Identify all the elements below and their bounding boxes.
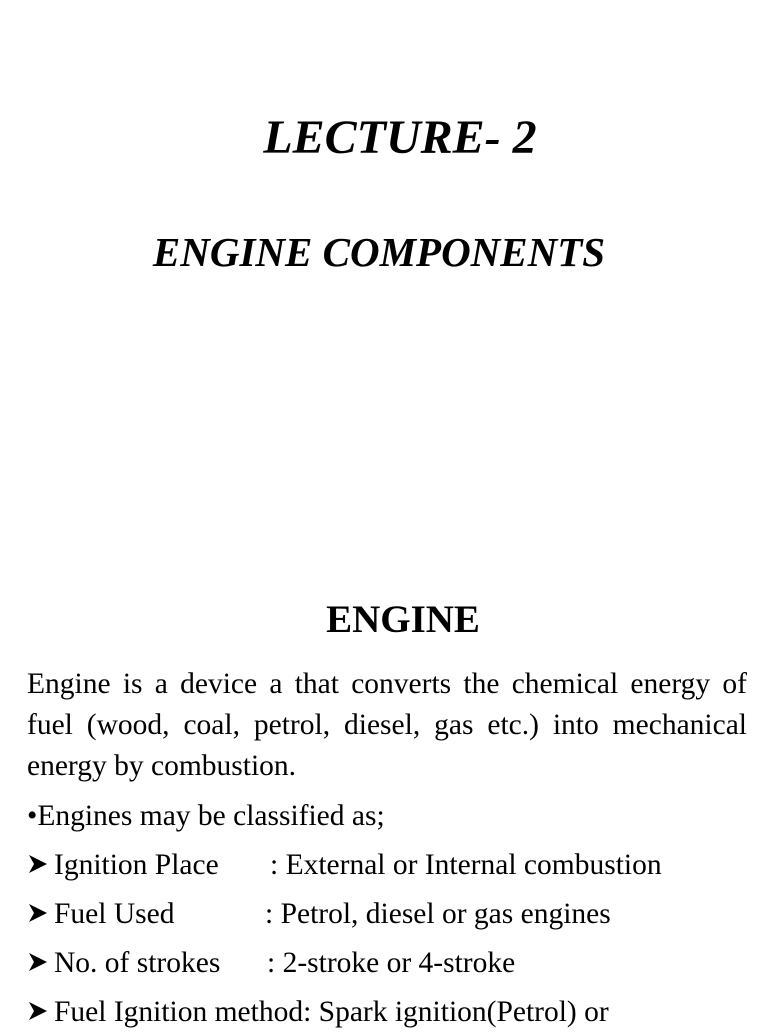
- classification-label: Fuel Used: [54, 898, 175, 930]
- arrowhead-bullet-icon: [27, 902, 54, 924]
- arrowhead-bullet-icon: [27, 853, 54, 875]
- lecture-title: LECTURE- 2: [263, 111, 537, 164]
- classification-intro: •Engines may be classified as;: [27, 800, 385, 832]
- arrowhead-bullet-icon: [27, 951, 54, 973]
- arrowhead-bullet-icon: [27, 1000, 54, 1022]
- classification-value: : External or Internal combustion: [270, 849, 662, 881]
- engine-definition: Engine is a device a that converts the chemical energy of fuel (wood, coal, petrol, diesel, gas etc.) into mechanical energy by combustion.: [27, 668, 747, 782]
- classification-label: Fuel Ignition method: Spark ignition(Petrol) or: [54, 996, 609, 1028]
- classification-label: No. of strokes: [54, 947, 221, 979]
- classification-item: [27, 845, 662, 885]
- classification-label: Ignition Place: [54, 849, 219, 881]
- classification-value: : Petrol, diesel or gas engines: [265, 898, 611, 930]
- section-heading: ENGINE: [326, 598, 480, 641]
- classification-item: [27, 943, 516, 983]
- classification-item: [27, 992, 609, 1032]
- classification-item: [27, 894, 611, 934]
- lecture-subtitle: ENGINE COMPONENTS: [152, 229, 606, 275]
- classification-value: : 2-stroke or 4-stroke: [267, 947, 516, 979]
